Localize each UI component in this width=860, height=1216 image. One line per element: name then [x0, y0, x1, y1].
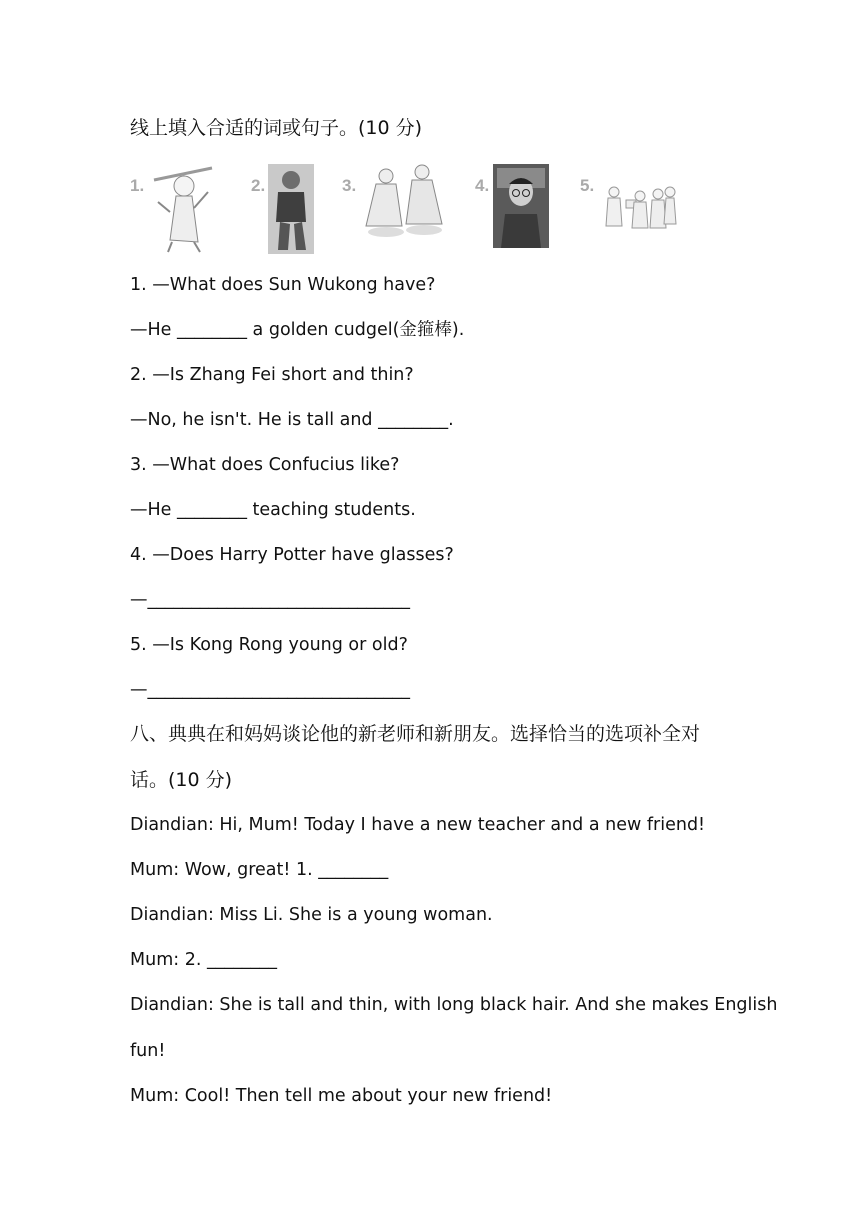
question-1: 1. —What does Sun Wukong have? — [130, 275, 436, 295]
dialogue-line: Diandian: Hi, Mum! Today I have a new teacher and a new friend! — [130, 815, 706, 835]
instruction-text: 线上填入合适的词或句子。(10 分) — [130, 117, 423, 139]
dialogue-line: Mum: Wow, great! 1. ________ — [130, 860, 389, 880]
question-3: 3. —What does Confucius like? — [130, 455, 400, 475]
answer-1: —He ________ a golden cudgel(金箍棒). — [130, 320, 465, 340]
dialogue-line: fun! — [130, 1041, 166, 1061]
sun-wukong-icon — [150, 162, 214, 254]
dialogue-line: Diandian: Miss Li. She is a young woman. — [130, 905, 493, 925]
dialogue-line: Mum: Cool! Then tell me about your new friend! — [130, 1086, 553, 1106]
picture-number-3: 3. — [342, 176, 357, 195]
question-4: 4. —Does Harry Potter have glasses? — [130, 545, 454, 565]
picture-number-5: 5. — [580, 176, 595, 195]
answer-4: —______________________________ — [130, 590, 410, 610]
picture-number-4: 4. — [475, 176, 490, 195]
answer-2: —No, he isn't. He is tall and ________. — [130, 410, 454, 430]
kong-rong-icon — [602, 162, 678, 242]
dialogue-line: Diandian: She is tall and thin, with long black hair. And she makes English — [130, 995, 778, 1015]
picture-row — [130, 162, 690, 256]
picture-number-1: 1. — [130, 176, 145, 195]
zhang-fei-icon — [268, 162, 314, 254]
section-8-title-cont: 话。(10 分) — [130, 769, 233, 791]
picture-number-2: 2. — [251, 176, 266, 195]
dialogue-line: Mum: 2. ________ — [130, 950, 277, 970]
answer-5: —______________________________ — [130, 680, 410, 700]
question-5: 5. —Is Kong Rong young or old? — [130, 635, 408, 655]
section-8-title: 八、典典在和妈妈谈论他的新老师和新朋友。选择恰当的选项补全对 — [130, 723, 701, 745]
answer-3: —He ________ teaching students. — [130, 500, 416, 520]
question-2: 2. —Is Zhang Fei short and thin? — [130, 365, 414, 385]
harry-potter-icon — [493, 162, 549, 248]
confucius-icon — [362, 162, 446, 244]
